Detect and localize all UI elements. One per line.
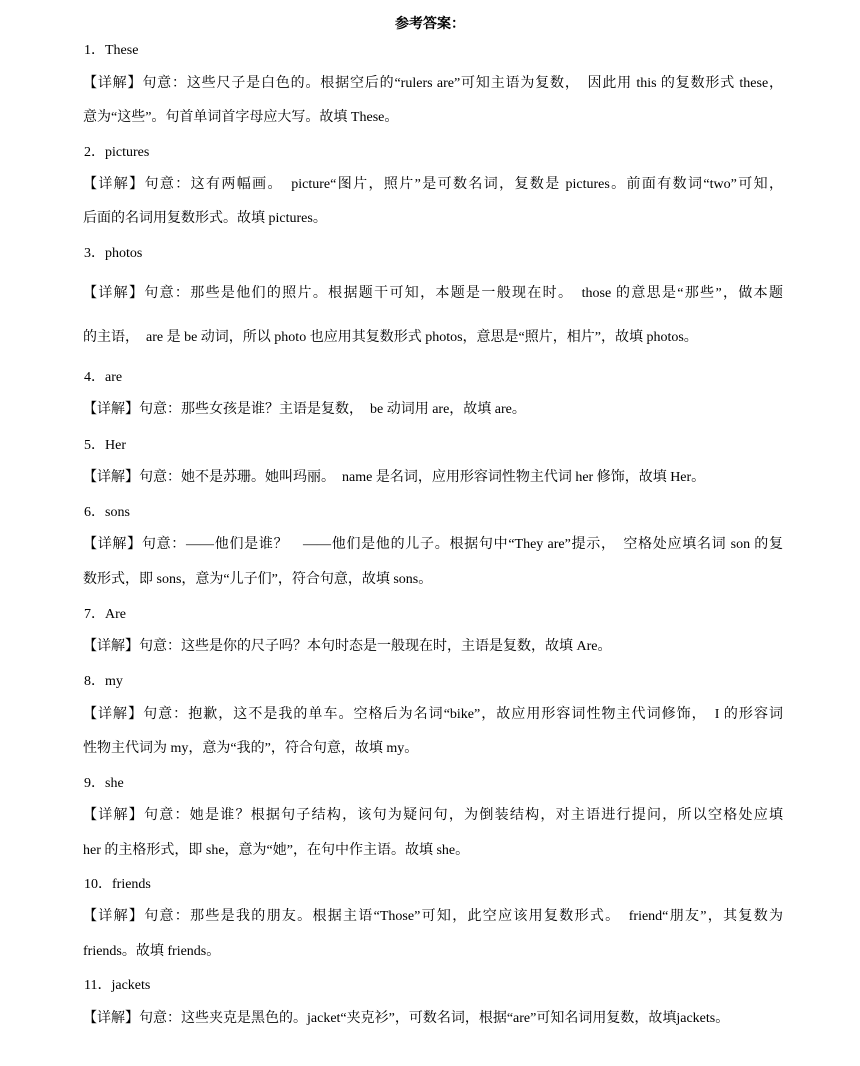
explanation-8-line-2: 性物主代词为 my，意为“我的”，符合句意，故填 my。 [83, 741, 419, 756]
explanation-8-line-1: 【详解】句意：抱歉，这不是我的单车。空格后为名词“bike”，故应用形容词性物主代词修饰， I 的形容词 [83, 707, 783, 722]
explanation-9-line-1: 【详解】句意：她是谁？根据句子结构，该句为疑问句，为倒装结构，对主语进行提问，所以空格处应填 [83, 808, 783, 823]
answer-2: 2．pictures [84, 145, 150, 160]
answer-6: 6．sons [84, 505, 130, 520]
answer-10: 10．friends [84, 877, 151, 892]
explanation-3-line-2: 的主语， are 是 be 动词，所以 photo 也应用其复数形式 photos，意思是“照片，相片”，故填 photos。 [83, 330, 698, 345]
answer-8: 8．my [84, 674, 123, 689]
explanation-2-line-1: 【详解】句意：这有两幅画。 picture“图片，照片”是可数名词，复数是 pictures。前面有数词“two”可知， [83, 177, 783, 192]
answer-11: 11．jackets [84, 978, 151, 993]
explanation-1-line-1: 【详解】句意：这些尺子是白色的。根据空后的“rulers are”可知主语为复数， 因此用 this 的复数形式 these， [83, 76, 783, 91]
explanation-4-line-1: 【详解】句意：那些女孩是谁？主语是复数， be 动词用 are，故填 are。 [83, 402, 526, 417]
answer-1: 1．These [84, 43, 139, 58]
page-title: 参考答案： [395, 16, 465, 32]
explanation-3-line-1: 【详解】句意：那些是他们的照片。根据题干可知，本题是一般现在时。 those 的意思是“那些”，做本题 [83, 286, 783, 301]
explanation-10-line-2: friends。故填 friends。 [83, 944, 221, 959]
explanation-6-line-2: 数形式，即 sons，意为“儿子们”，符合句意，故填 sons。 [83, 572, 433, 587]
answer-5: 5．Her [84, 438, 126, 453]
explanation-7-line-1: 【详解】句意：这些是你的尺子吗？本句时态是一般现在时，主语是复数，故填 Are。 [83, 639, 612, 654]
explanation-10-line-1: 【详解】句意：那些是我的朋友。根据主语“Those”可知，此空应该用复数形式。 friend“朋友”，其复数为 [83, 909, 783, 924]
answer-7: 7．Are [84, 607, 126, 622]
answer-4: 4．are [84, 370, 123, 385]
explanation-6-line-1: 【详解】句意：——他们是谁？ ——他们是他的儿子。根据句中“They are”提示， 空格处应填名词 son 的复 [83, 537, 783, 552]
answer-9: 9．she [84, 776, 124, 791]
explanation-11-line-1: 【详解】句意：这些夹克是黑色的。jacket“夹克衫”，可数名词，根据“are”可知名词用复数，故填jackets。 [83, 1011, 730, 1026]
answer-3: 3．photos [84, 246, 143, 261]
explanation-5-line-1: 【详解】句意：她不是苏珊。她叫玛丽。 name 是名词，应用形容词性物主代词 her 修饰，故填 Her。 [83, 470, 706, 485]
explanation-2-line-2: 后面的名词用复数形式。故填 pictures。 [83, 211, 327, 226]
explanation-1-line-2: 意为“这些”。句首单词首字母应大写。故填 These。 [83, 110, 399, 125]
explanation-9-line-2: her 的主格形式，即 she，意为“她”，在句中作主语。故填 she。 [83, 843, 470, 858]
